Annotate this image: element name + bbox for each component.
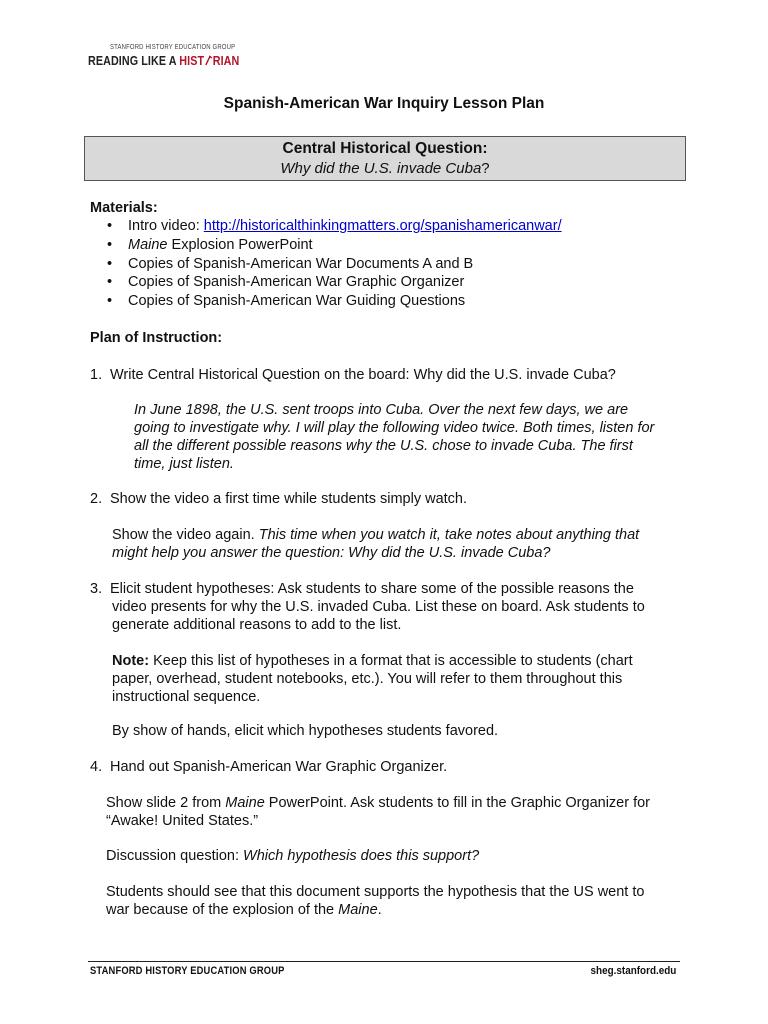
central-question-italic: Why did the U.S. invade Cuba [280,160,482,177]
step-number: 3. [90,581,103,597]
list-item: • Copies of Spanish-American War Graphic Organizer [107,273,562,292]
logo-main-part1: READING LIKE A [88,54,180,68]
slide-text: Show slide 2 from [106,795,226,811]
central-question-punct: ? [481,160,490,177]
note-label: Note: [112,653,150,669]
slide-maine-italic: Maine [225,795,265,811]
show-of-hands-text: By show of hands, elicit which hypotheses students favored. [112,723,499,739]
step-2-again [112,526,639,562]
show-again-italic: This time when you watch it, take notes about anything that [258,527,640,543]
step-number: 1. [90,367,103,383]
reading-like-a-historian-logo [88,44,264,68]
discussion-italic: Which hypothesis does this support? [243,848,480,864]
step-4-text: Hand out Spanish-American War Graphic Organizer. [110,759,448,775]
show-again-italic: might help you answer the question: Why did the U.S. invade Cuba? [112,545,551,561]
slide-text-line2: “Awake! United States.” [106,813,259,829]
list-item [107,217,562,236]
note-line: instructional sequence. [112,689,261,705]
step-1-text: Write Central Historical Question on the board: Why did the U.S. invade Cuba? [110,367,616,383]
central-question-box [84,136,686,181]
students-line: Students should see that this document supports the hypothesis that the US went to [106,884,645,900]
slide-text: PowerPoint. Ask students to fill in the Graphic Organizer for [264,795,651,811]
maine-powerpoint-text: Explosion PowerPoint [167,236,313,253]
script-line: going to investigate why. I will play the following video twice. Both times, listen for [134,420,655,436]
students-maine-italic: Maine [338,902,378,918]
discussion-question [106,847,479,865]
maine-italic: Maine [128,236,168,253]
list-item [107,236,562,255]
step-3-line: video presents for why the U.S. invaded Cuba. List these on board. Ask students to [112,599,645,615]
step-3 [90,580,690,634]
logo-main-part3: RIAN [212,54,240,68]
step-3-line: Elicit student hypotheses: Ask students to share some of the possible reasons the [110,581,634,597]
students-line-end: . [377,902,382,918]
list-item: • Copies of Spanish-American War Documents A and B [107,255,562,274]
step-3-note [112,652,633,706]
logo-o-icon [204,54,213,68]
step-2 [90,490,690,508]
step-2-text: Show the video a first time while students simply watch. [110,491,468,507]
students-should-see [106,883,644,919]
logo-small-text: STANFORD HISTORY EDUCATION GROUP [110,44,236,51]
script-line: time, just listen. [134,456,234,472]
discussion-label: Discussion question: [106,848,244,864]
materials-heading: Materials: [90,200,158,216]
students-line: war because of the explosion of the [106,902,339,918]
show-again-text: Show the video again. [112,527,259,543]
step-4-slide [106,794,650,830]
note-line: paper, overhead, student notebooks, etc.). You will refer to them throughout this [112,671,623,687]
footer-divider [88,961,680,962]
step-number: 4. [90,759,103,775]
script-line: In June 1898, the U.S. sent troops into Cuba. Over the next few days, we are [134,402,629,418]
step-1 [90,366,690,384]
script-line: all the different possible reasons why the U.S. chose to invade Cuba. The first [134,438,633,454]
step-3-line: generate additional reasons to add to the list. [112,617,402,633]
central-question-heading: Central Historical Question: [282,140,488,157]
plan-heading: Plan of Instruction: [90,330,223,346]
step-1-script [134,401,654,473]
materials-list [107,217,562,311]
materials-section [90,199,562,311]
footer-website: sheg.stanford.edu [590,965,676,977]
step-number: 2. [90,491,103,507]
intro-video-label: Intro video: [128,218,204,234]
list-item: • Copies of Spanish-American War Guiding Questions [107,292,562,311]
footer-org-name: STANFORD HISTORY EDUCATION GROUP [90,965,285,977]
document-title: Spanish-American War Inquiry Lesson Plan [223,95,545,112]
logo-main-text [88,54,239,68]
intro-video-link[interactable]: http://historicalthinkingmatters.org/spanishamericanwar/ [203,218,562,234]
logo-main-part2: HIST [179,54,205,68]
step-4 [90,758,690,776]
central-question-text [85,160,685,177]
note-line: Keep this list of hypotheses in a format that is accessible to students (chart [149,653,633,669]
